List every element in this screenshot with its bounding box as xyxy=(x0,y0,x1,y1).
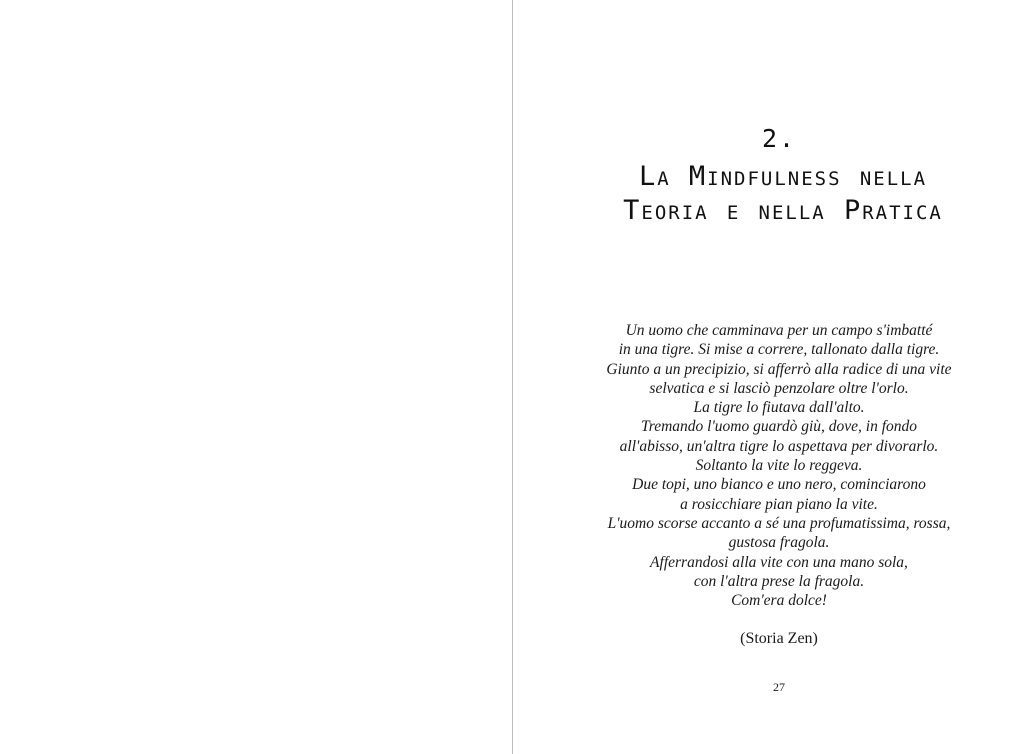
chapter-title-line: La Mindfulness nella xyxy=(638,161,928,192)
epigraph-line: Afferrandosi alla vite con una mano sola, xyxy=(650,553,908,571)
epigraph-line: gustosa fragola. xyxy=(728,534,830,552)
epigraph-line: Giunto a un precipizio, si afferrò alla radice di una vite xyxy=(606,360,952,378)
epigraph-line: all'abisso, un'altra tigre lo aspettava per divorarlo. xyxy=(619,437,939,455)
epigraph-line: selvatica e si lasciò penzolare oltre l'orlo. xyxy=(649,379,909,397)
epigraph-line: Com'era dolce! xyxy=(731,592,827,610)
page-number: 27 xyxy=(773,680,785,694)
right-page xyxy=(513,0,1024,754)
epigraph-line: a rosicchiare pian piano la vite. xyxy=(680,495,878,513)
epigraph-attribution: (Storia Zen) xyxy=(740,630,818,647)
epigraph-line: Tremando l'uomo guardò giù, dove, in fondo xyxy=(641,418,917,436)
epigraph-line: L'uomo scorse accanto a sé una profumatissima, rossa, xyxy=(607,514,951,532)
chapter-number-text: 2. xyxy=(761,124,797,153)
epigraph-line: con l'altra prese la fragola. xyxy=(693,572,865,590)
chapter-title xyxy=(573,160,993,228)
epigraph-line: in una tigre. Si mise a correre, tallonato dalla tigre. xyxy=(618,341,940,359)
epigraph-line: Un uomo che camminava per un campo s'imbatté xyxy=(625,322,933,339)
epigraph-line: Due topi, uno bianco e uno nero, cominciarono xyxy=(632,476,926,494)
epigraph-text xyxy=(573,321,985,610)
epigraph-line: Soltanto la vite lo reggeva. xyxy=(695,457,863,475)
chapter-title-line: Teoria e nella Pratica xyxy=(623,195,943,226)
epigraph-line: La tigre lo fiutava dall'alto. xyxy=(693,399,865,417)
